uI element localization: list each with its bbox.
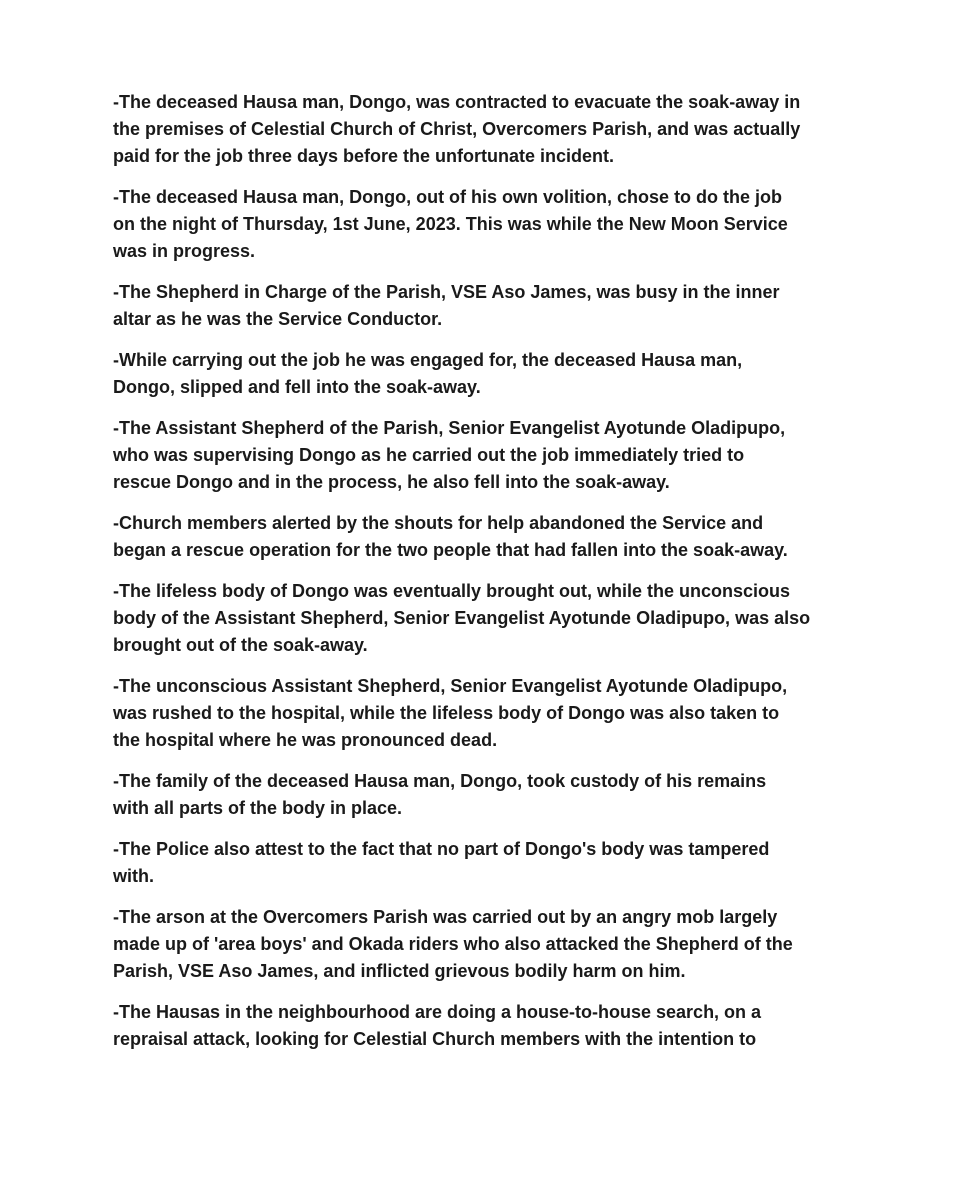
statement-paragraph bbox=[113, 347, 853, 401]
statement-paragraph bbox=[113, 673, 853, 754]
paragraph-line: rescue Dongo and in the process, he also fell into the soak-away. bbox=[113, 472, 670, 492]
paragraph-line: paid for the job three days before the unfortunate incident. bbox=[113, 146, 615, 166]
paragraph-line: Parish, VSE Aso James, and inflicted grievous bodily harm on him. bbox=[113, 961, 686, 981]
paragraph-line: with. bbox=[113, 866, 154, 886]
paragraph-line: made up of 'area boys' and Okada riders who also attacked the Shepherd of the bbox=[113, 934, 793, 954]
paragraph-line: -The arson at the Overcomers Parish was carried out by an angry mob largely bbox=[113, 907, 778, 927]
statement-paragraph bbox=[113, 415, 853, 496]
statement-paragraph bbox=[113, 836, 853, 890]
statement-paragraph bbox=[113, 904, 853, 985]
statement-body bbox=[113, 89, 853, 1067]
statement-paragraph bbox=[113, 578, 853, 659]
paragraph-line: -Church members alerted by the shouts for help abandoned the Service and bbox=[113, 513, 764, 533]
paragraph-line: -The Assistant Shepherd of the Parish, Senior Evangelist Ayotunde Oladipupo, bbox=[113, 418, 786, 438]
paragraph-line: -The lifeless body of Dongo was eventually brought out, while the unconscious bbox=[113, 581, 791, 601]
statement-paragraph bbox=[113, 999, 853, 1053]
paragraph-line: -The family of the deceased Hausa man, Dongo, took custody of his remains bbox=[113, 771, 767, 791]
paragraph-line: was rushed to the hospital, while the lifeless body of Dongo was also taken to bbox=[113, 703, 780, 723]
paragraph-line: Dongo, slipped and fell into the soak-away. bbox=[113, 377, 481, 397]
paragraph-line: the premises of Celestial Church of Christ, Overcomers Parish, and was actually bbox=[113, 119, 801, 139]
statement-paragraph bbox=[113, 768, 853, 822]
statement-paragraph bbox=[113, 279, 853, 333]
paragraph-line: the hospital where he was pronounced dead. bbox=[113, 730, 498, 750]
paragraph-line: -The deceased Hausa man, Dongo, out of his own volition, chose to do the job bbox=[113, 187, 783, 207]
paragraph-line: brought out of the soak-away. bbox=[113, 635, 368, 655]
paragraph-line: -The Shepherd in Charge of the Parish, VSE Aso James, was busy in the inner bbox=[113, 282, 780, 302]
paragraph-line: began a rescue operation for the two people that had fallen into the soak-away. bbox=[113, 540, 788, 560]
paragraph-line: was in progress. bbox=[113, 241, 256, 261]
paragraph-line: with all parts of the body in place. bbox=[113, 798, 403, 818]
statement-paragraph bbox=[113, 89, 853, 170]
paragraph-line: -The Hausas in the neighbourhood are doing a house-to-house search, on a bbox=[113, 1002, 762, 1022]
paragraph-line: repraisal attack, looking for Celestial Church members with the intention to bbox=[113, 1029, 757, 1049]
paragraph-line: altar as he was the Service Conductor. bbox=[113, 309, 443, 329]
paragraph-line: -The unconscious Assistant Shepherd, Senior Evangelist Ayotunde Oladipupo, bbox=[113, 676, 788, 696]
paragraph-line: who was supervising Dongo as he carried out the job immediately tried to bbox=[113, 445, 745, 465]
statement-paragraph bbox=[113, 510, 853, 564]
paragraph-line: -While carrying out the job he was engaged for, the deceased Hausa man, bbox=[113, 350, 743, 370]
statement-paragraph bbox=[113, 184, 853, 265]
paragraph-line: -The Police also attest to the fact that no part of Dongo's body was tampered bbox=[113, 839, 770, 859]
paragraph-line: on the night of Thursday, 1st June, 2023. This was while the New Moon Service bbox=[113, 214, 788, 234]
paragraph-line: -The deceased Hausa man, Dongo, was contracted to evacuate the soak-away in bbox=[113, 92, 801, 112]
paragraph-line: body of the Assistant Shepherd, Senior Evangelist Ayotunde Oladipupo, was also bbox=[113, 608, 811, 628]
